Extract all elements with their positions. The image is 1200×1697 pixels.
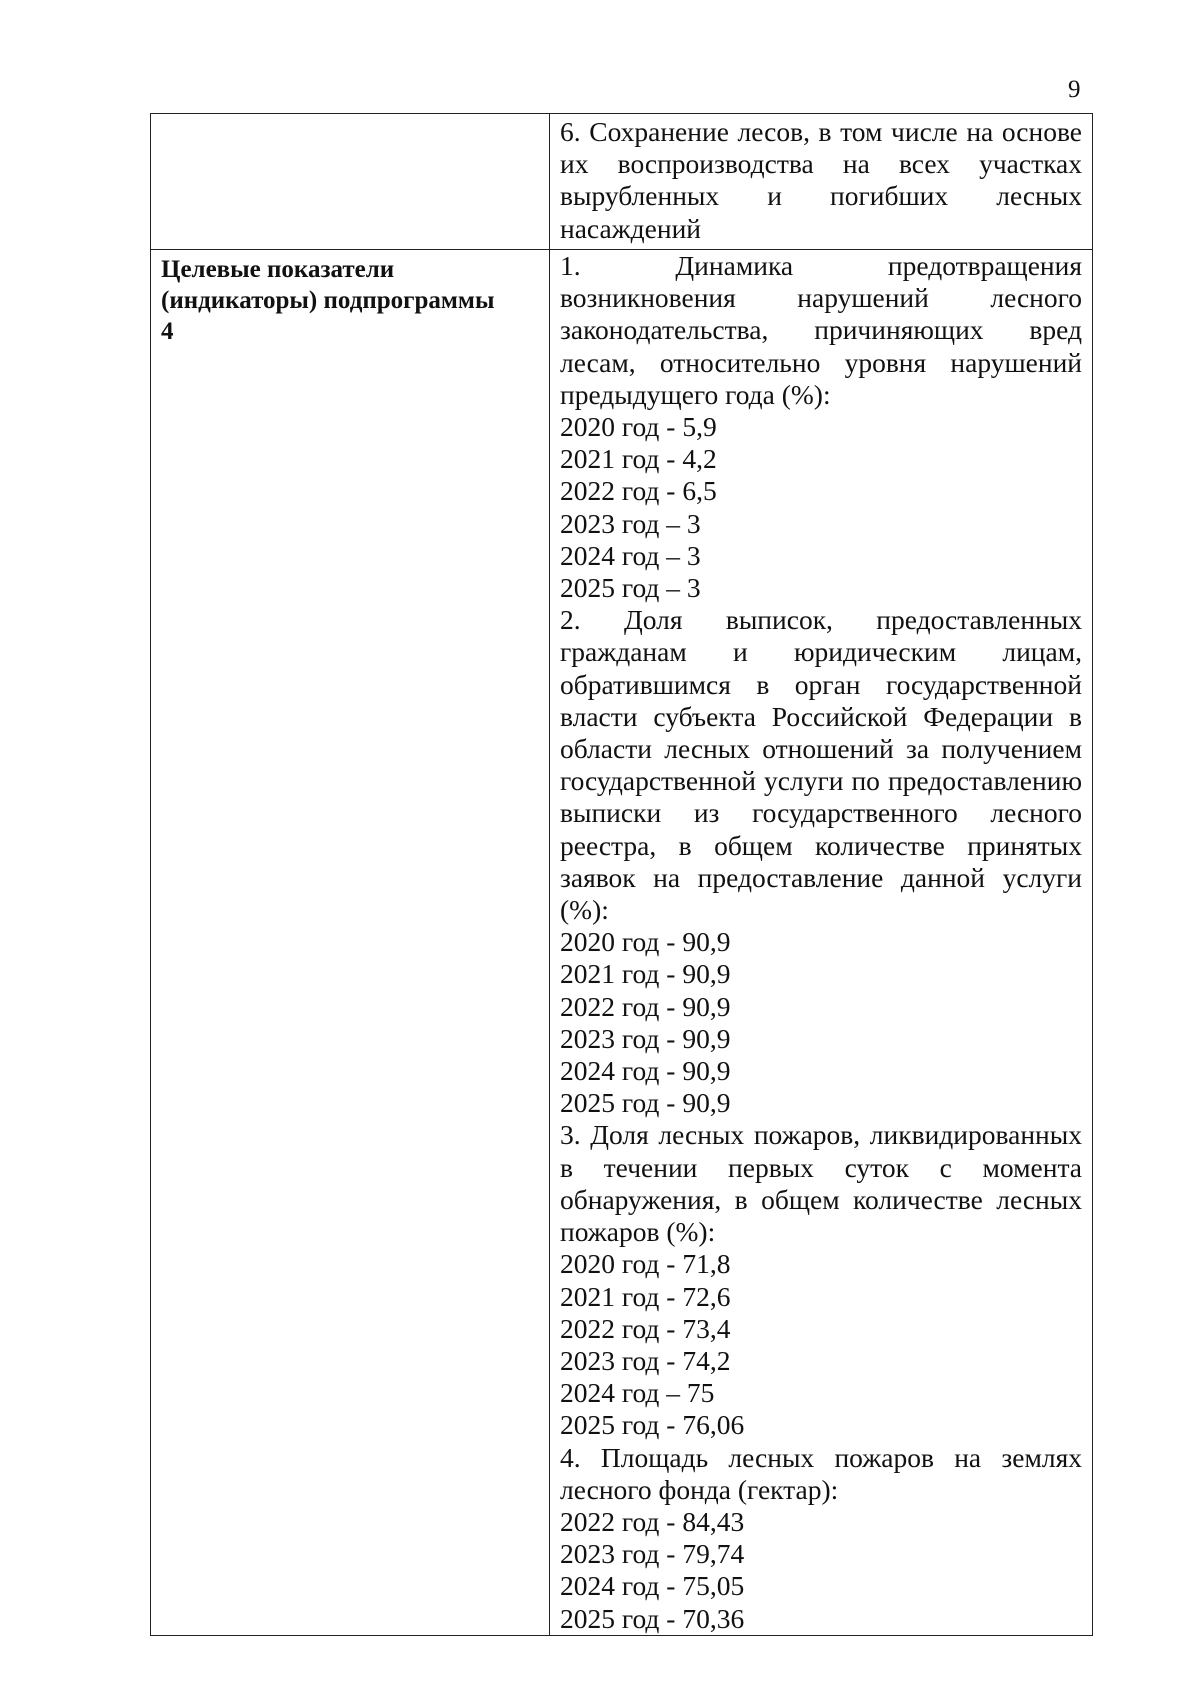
label-cell — [151, 250, 550, 1636]
indicator-value: 2024 год – 3 — [560, 539, 701, 571]
indicator-value: 2025 год - 70,36 — [560, 1602, 745, 1634]
indicator-value: 2021 год - 4,2 — [560, 443, 717, 475]
indicator-value: 2022 год - 84,43 — [560, 1505, 745, 1537]
indicator-value: 2024 год - 75,05 — [560, 1570, 745, 1602]
indicator-value: 2025 год – 3 — [560, 572, 701, 604]
indicator-value: 2023 год - 90,9 — [560, 1022, 731, 1054]
indicator-value: 2022 год - 90,9 — [560, 990, 731, 1022]
indicator-value: 2023 год - 79,74 — [560, 1538, 745, 1570]
indicator-value: 2020 год - 5,9 — [560, 411, 717, 443]
indicator-value: 2024 год - 90,9 — [560, 1055, 731, 1087]
page-number: 9 — [1068, 76, 1081, 103]
table-row — [151, 250, 1093, 1636]
subprogram-passport-table — [150, 113, 1093, 1636]
empty-label-cell — [151, 114, 550, 250]
indicator-title: 1. Динамика предотвращения возникновения нарушений лесного законодательства, причиняющих вред лесам, относительно уровня нарушений предыдущего года (%): — [560, 250, 1082, 410]
row-label: Целевые показатели (индикаторы) подпрограммы 4 — [161, 256, 495, 345]
indicator-value: 2023 год – 3 — [560, 507, 701, 539]
goal-item-6: 6. Сохранение лесов, в том числе на основе их воспроизводства на всех участках вырубленных и погибших лесных насаждений — [560, 116, 1082, 244]
indicator-value: 2021 год - 72,6 — [560, 1280, 731, 1312]
indicator-value: 2022 год - 6,5 — [560, 475, 717, 507]
indicator-title: 4. Площадь лесных пожаров на землях лесного фонда (гектар): — [560, 1441, 1082, 1505]
indicator-value: 2021 год - 90,9 — [560, 958, 731, 990]
indicator-value: 2024 год – 75 — [560, 1377, 715, 1409]
table-row — [151, 114, 1093, 250]
indicator-value: 2025 год - 76,06 — [560, 1409, 745, 1441]
indicator-title: 3. Доля лесных пожаров, ликвидированных в течении первых суток с момента обнаружения, в общем количестве лесных пожаров (%): — [560, 1119, 1082, 1248]
indicator-block — [560, 250, 1082, 604]
indicator-block — [560, 1442, 1082, 1635]
content-cell — [550, 250, 1093, 1636]
indicator-value: 2020 год - 71,8 — [560, 1248, 731, 1280]
indicator-value: 2023 год - 74,2 — [560, 1344, 731, 1376]
content-cell — [550, 114, 1093, 250]
indicator-value: 2022 год - 73,4 — [560, 1312, 731, 1344]
indicator-value: 2025 год - 90,9 — [560, 1087, 731, 1119]
indicator-value: 2020 год - 90,9 — [560, 926, 731, 958]
indicator-title: 2. Доля выписок, предоставленных гражданам и юридическим лицам, обратившимся в орган государственной власти субъекта Российской Федерации в области лесных отношений за получением государственной услуги по предоставлению выписки из государственного лесного реестра, в общем количестве принятых заявок на предоставление данной услуги (%): — [560, 604, 1082, 926]
indicator-block — [560, 1119, 1082, 1441]
indicator-block — [560, 604, 1082, 1119]
